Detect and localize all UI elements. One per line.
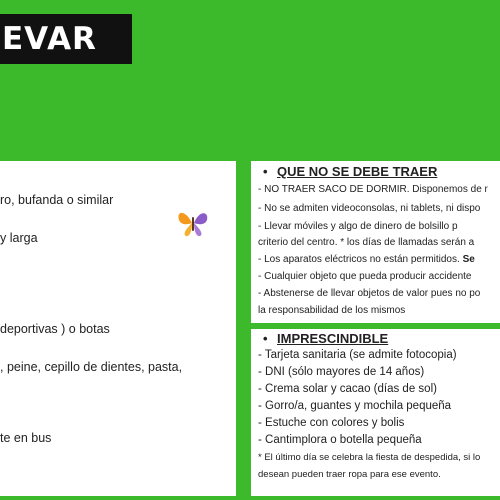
heading-text: IMPRESCINDIBLE bbox=[277, 331, 389, 346]
heading-text: QUE NO SE DEBE TRAER bbox=[277, 164, 438, 179]
section-heading bbox=[263, 164, 437, 179]
list-item: - Abstenerse de llevar objetos de valor pues no po bbox=[258, 288, 481, 299]
list-item: - NO TRAER SACO DE DORMIR. Disponemos de r bbox=[258, 184, 488, 195]
list-item: deportivas ) o botas bbox=[0, 322, 110, 336]
list-item: - Llevar móviles y algo de dinero de bolsillo p bbox=[258, 221, 458, 232]
list-item: - Gorro/a, guantes y mochila pequeña bbox=[258, 400, 452, 412]
bullet-icon: • bbox=[263, 331, 268, 346]
list-item: desean pueden traer ropa para ese evento. bbox=[258, 469, 441, 480]
essentials-panel bbox=[251, 300, 500, 496]
bullet-icon: • bbox=[263, 164, 268, 179]
list-item: y larga bbox=[0, 231, 38, 245]
list-item: - DNI (sólo mayores de 14 años) bbox=[258, 366, 425, 378]
list-item: - Cantimplora o botella pequeña bbox=[258, 434, 422, 446]
list-item: - No se admiten videoconsolas, ni tablets, ni dispo bbox=[258, 203, 481, 214]
list-item: - Tarjeta sanitaria (se admite fotocopia) bbox=[258, 349, 457, 361]
list-item: - Crema solar y cacao (días de sol) bbox=[258, 383, 437, 395]
list-item: * El último día se celebra la fiesta de despedida, si lo bbox=[258, 452, 481, 463]
panel-divider bbox=[251, 323, 500, 329]
list-item: , peine, cepillo de dientes, pasta, bbox=[0, 360, 183, 374]
list-item: la responsabilidad de los mismos bbox=[258, 305, 406, 316]
list-item-text: - Los aparatos eléctricos no están permitidos. bbox=[258, 254, 460, 265]
list-item-bold: Se bbox=[462, 254, 475, 265]
title-bar bbox=[0, 14, 132, 64]
list-item: criterio del centro. * los días de llamadas serán a bbox=[258, 237, 475, 248]
section-heading bbox=[263, 331, 388, 346]
not-to-bring-panel bbox=[251, 161, 500, 293]
butterfly-icon bbox=[176, 208, 210, 238]
list-item: te en bus bbox=[0, 431, 52, 445]
page-title: EVAR bbox=[2, 21, 97, 57]
list-item: - Cualquier objeto que pueda producir accidente bbox=[258, 271, 472, 282]
list-item: - Estuche con colores y bolis bbox=[258, 417, 405, 429]
list-item: ro, bufanda o similar bbox=[0, 193, 114, 207]
list-item bbox=[258, 254, 475, 265]
